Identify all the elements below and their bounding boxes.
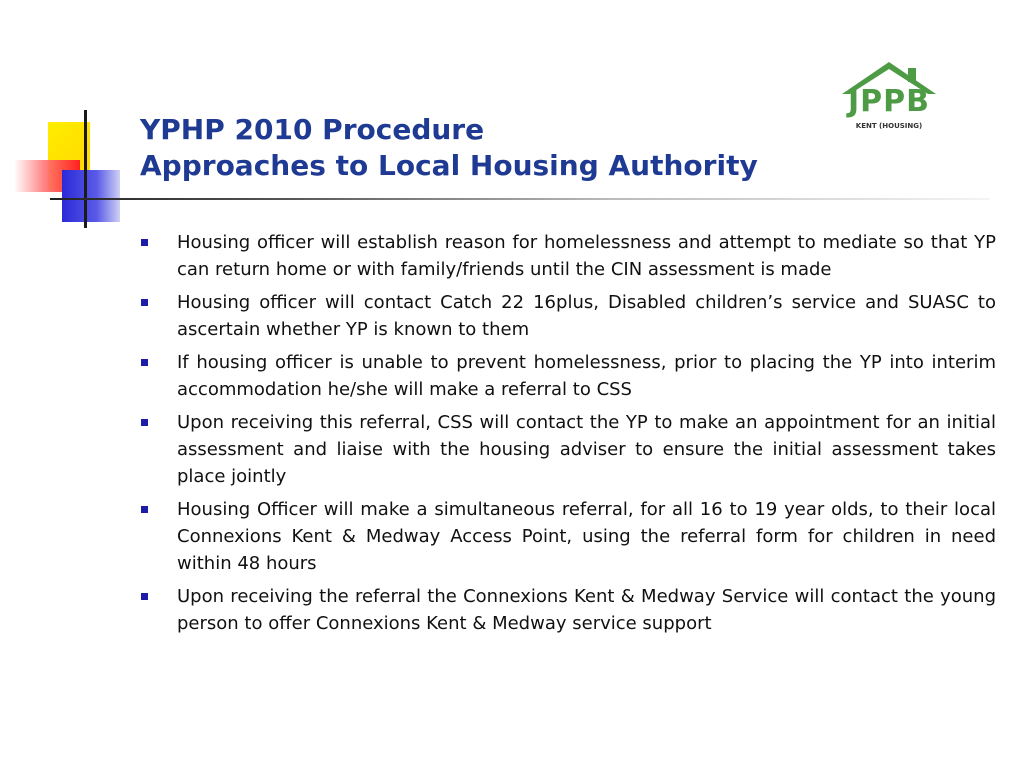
square-bullet-icon [141,299,148,306]
bullet-text: Housing officer will establish reason for homelessness and attempt to mediate so that YP can return home or with family/friends until the CIN assessment is made [177,232,996,280]
jppb-logo [828,60,950,140]
square-bullet-icon [141,419,148,426]
list-item [136,583,996,637]
square-bullet-icon [141,506,148,513]
title-line-1: YPHP 2010 Procedure [140,113,485,146]
logo-subtitle: KENT (HOUSING) [855,122,923,130]
bullet-text: Housing Officer will make a simultaneous referral, for all 16 to 19 year olds, to their local Connexions Kent & Medway Access Point, using the referral form for children in need within 48 hours [177,499,996,574]
bullet-text: Upon receiving the referral the Connexions Kent & Medway Service will contact the young person to offer Connexions Kent & Medway service support [177,586,996,634]
square-bullet-icon [141,359,148,366]
list-item [136,496,996,577]
list-item [136,229,996,283]
decorative-blue-block [62,170,120,222]
title-divider-line [50,198,990,200]
square-bullet-icon [141,593,148,600]
list-item [136,409,996,490]
title-line-2: Approaches to Local Housing Authority [140,149,758,182]
bullet-text: Upon receiving this referral, CSS will contact the YP to make an appointment for an initial assessment and liaise with the housing adviser to ensure the initial assessment takes place jointly [177,412,996,487]
square-bullet-icon [141,239,148,246]
bullet-list [136,229,996,643]
list-item [136,349,996,403]
bullet-text: If housing officer is unable to prevent homelessness, prior to placing the YP into interim accommodation he/she will make a referral to CSS [177,352,996,400]
decorative-vertical-line [84,110,87,228]
slide-title [140,112,840,184]
logo-text: JPPB [847,84,930,119]
list-item [136,289,996,343]
bullet-text: Housing officer will contact Catch 22 16plus, Disabled children’s service and SUASC to ascertain whether YP is known to them [177,292,996,340]
